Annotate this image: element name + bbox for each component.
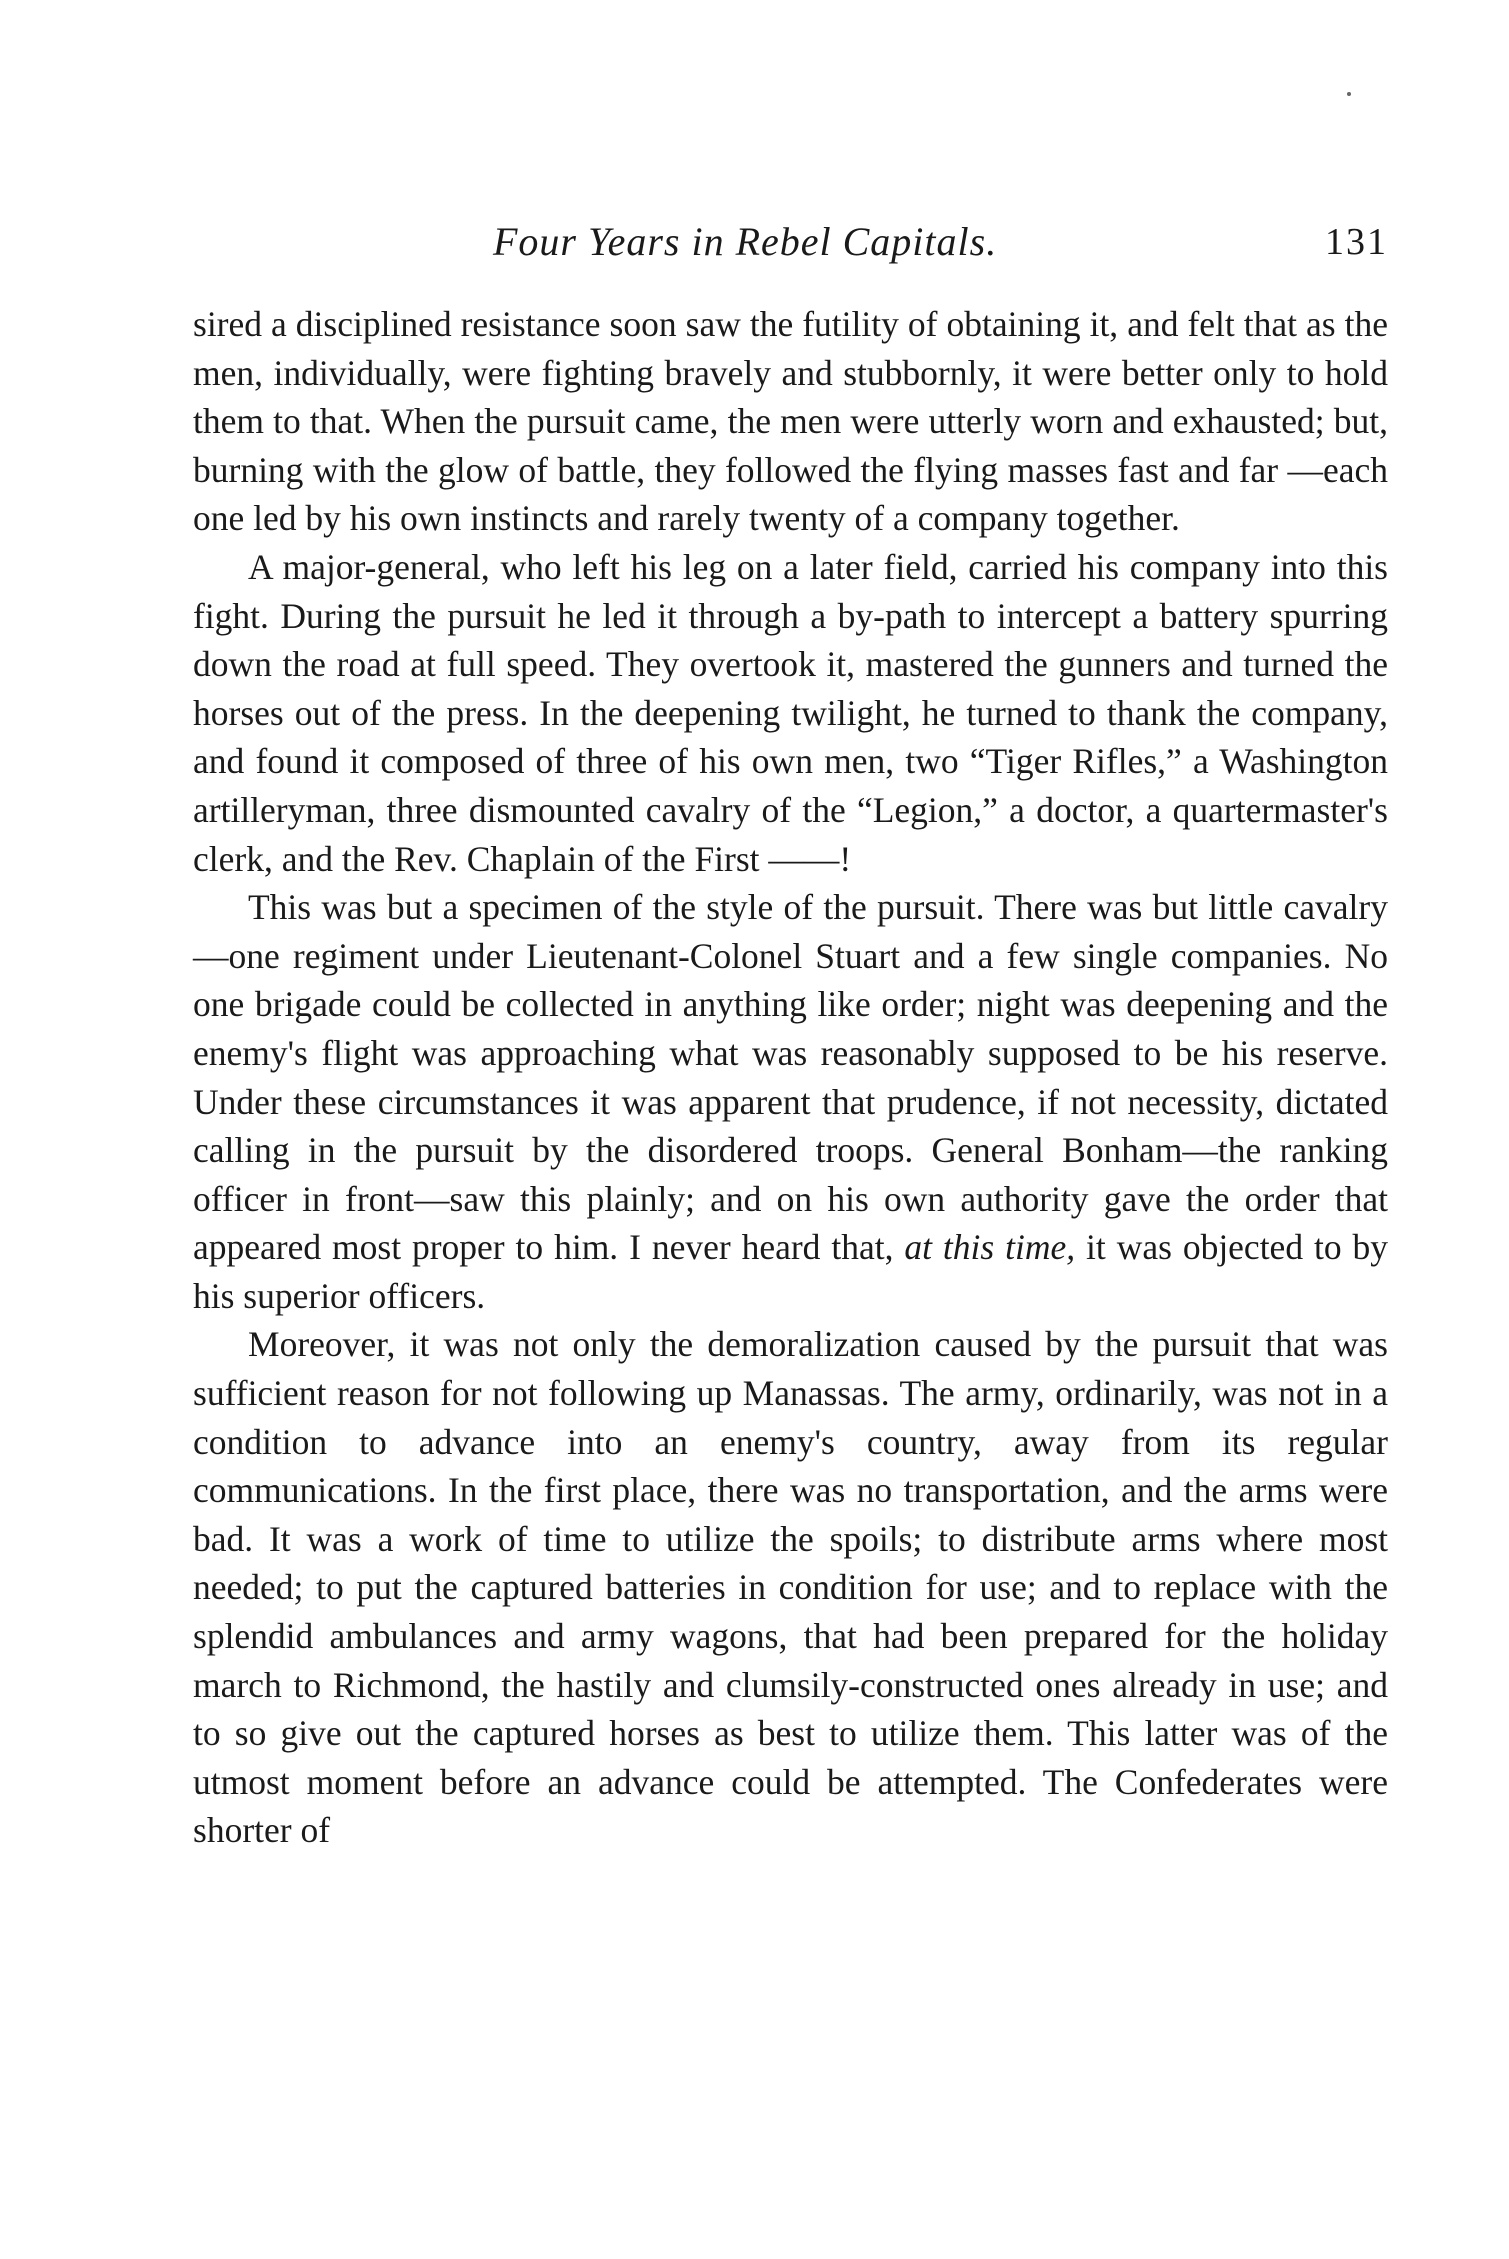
page-number: 131 xyxy=(1325,221,1388,263)
ink-speck xyxy=(1347,92,1351,96)
paragraph-4 xyxy=(193,1320,1388,1855)
paragraph-3 xyxy=(193,883,1388,1320)
running-head xyxy=(193,218,1388,278)
body-text xyxy=(193,300,1388,1855)
paragraph-1-text: sired a disciplined resistance soon saw the futility of obtaining it, and felt that as the men, individually, were fighting bravely and stubbornly, it were better only to hold them to that. When the pursuit came, the men were utterly worn and exhausted; but, burning with the glow of battle, they followed the flying masses fast and far —each one led by his own instincts and rarely twenty of a company together. xyxy=(193,304,1388,539)
paragraph-4-text: Moreover, it was not only the demoralization caused by the pursuit that was sufficient reason for not following up Manassas. The army, ordinarily, was not in a condition to advance into an enemy's country, away from its regular communications. In the first place, there was no transportation, and the arms were bad. It was a work of time to utilize the spoils; to distribute arms where most needed; to put the captured batteries in condition for use; and to replace with the splendid ambulances and army wagons, that had been prepared for the holiday march to Richmond, the hastily and clumsily-constructed ones already in use; and to so give out the captured horses as best to utilize them. This latter was of the utmost moment before an advance could be attempted. The Confederates were shorter of xyxy=(193,1324,1388,1851)
running-title: Four Years in Rebel Capitals. xyxy=(493,219,998,264)
paragraph-3-text-after: it was objected to by his superior officers. xyxy=(193,1227,1389,1316)
paragraph-1 xyxy=(193,300,1388,543)
paragraph-2-text: A major-general, who left his leg on a later field, carried his company into this fight. During the pursuit he led it through a by-path to intercept a battery spurring down the road at full speed. They overtook it, mastered the gunners and turned the horses out of the press. In the deepening twilight, he turned to thank the company, and found it composed of three of his own men, two “Tiger Rifles,” a Washington artilleryman, three dismounted cavalry of the “Legion,” a doctor, a quartermaster's clerk, and the Rev. Chaplain of the First ——! xyxy=(193,546,1388,879)
paragraph-3-text: This was but a specimen of the style of the pursuit. There was but little cavalry—one regiment under Lieutenant-Colonel Stuart and a few single companies. No one brigade could be collected in anything like order; night was deepening and the enemy's flight was approaching what was reasonably supposed to be his reserve. Under these circumstances it was apparent that prudence, if not necessity, dictated calling in the pursuit by the disordered troops. General Bonham—the ranking officer in front—saw this plainly; and on his own authority gave the order that appeared most proper to him. I never heard that, xyxy=(193,887,1388,1268)
paragraph-2 xyxy=(193,543,1388,883)
paragraph-3-emphasis: at this time, xyxy=(904,1227,1076,1268)
